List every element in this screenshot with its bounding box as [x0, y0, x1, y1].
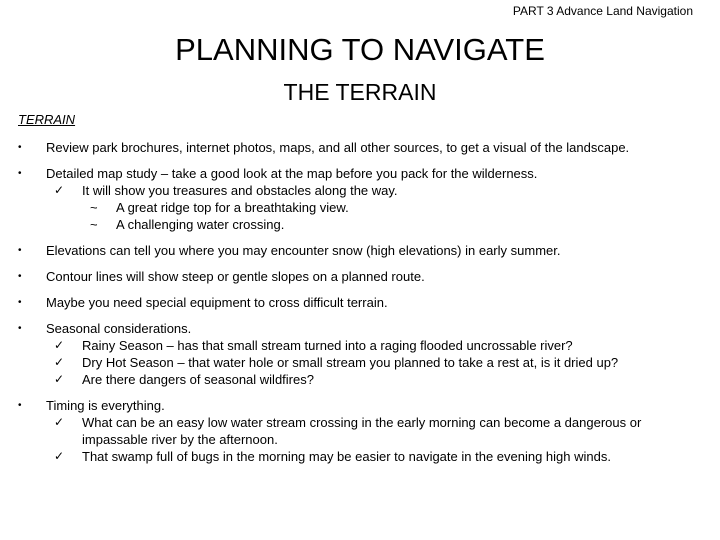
bullet-text: Detailed map study – take a good look at the map before you pack for the wilderness.	[46, 166, 538, 181]
tilde-icon: ~	[90, 200, 98, 215]
check-item	[46, 448, 698, 465]
bullet-icon: •	[18, 168, 22, 179]
sub-text: A challenging water crossing.	[116, 217, 285, 232]
sub-item	[46, 199, 698, 216]
page-title: PLANNING TO NAVIGATE	[175, 32, 545, 67]
check-text: Are there dangers of seasonal wildfires?	[82, 372, 314, 387]
bullet-icon: •	[18, 142, 22, 153]
list-item	[18, 242, 698, 259]
check-item	[46, 354, 698, 371]
check-item	[46, 414, 698, 448]
bullet-text: Timing is everything.	[46, 398, 165, 413]
check-text: Rainy Season – has that small stream turned into a raging flooded uncrossable river?	[82, 338, 573, 353]
bullet-text: Seasonal considerations.	[46, 321, 192, 336]
bullet-list	[18, 139, 698, 474]
bullet-icon: •	[18, 400, 22, 411]
check-text: It will show you treasures and obstacles along the way.	[82, 183, 398, 198]
checkmark-icon: ✓	[54, 415, 65, 429]
list-item	[18, 397, 698, 465]
bullet-text: Maybe you need special equipment to cross difficult terrain.	[46, 295, 388, 310]
list-item	[18, 139, 698, 156]
course-header: PART 3 Advance Land Navigation	[512, 4, 693, 18]
sub-text: A great ridge top for a breathtaking view.	[116, 200, 349, 215]
bullet-icon: •	[18, 323, 22, 334]
list-item	[18, 294, 698, 311]
checkmark-icon: ✓	[54, 355, 65, 369]
checkmark-icon: ✓	[54, 449, 65, 463]
bullet-text: Elevations can tell you where you may encounter snow (high elevations) in early summer.	[46, 243, 561, 258]
bullet-text: Contour lines will show steep or gentle slopes on a planned route.	[46, 269, 425, 284]
check-text: That swamp full of bugs in the morning may be easier to navigate in the evening high winds.	[82, 449, 611, 464]
sub-item	[46, 216, 698, 233]
check-item	[46, 337, 698, 354]
bullet-icon: •	[18, 271, 22, 282]
checkmark-icon: ✓	[54, 372, 65, 386]
tilde-icon: ~	[90, 217, 98, 232]
checkmark-icon: ✓	[54, 183, 65, 197]
bullet-icon: •	[18, 297, 22, 308]
check-text: Dry Hot Season – that water hole or small stream you planned to take a rest at, is it dried up?	[82, 355, 619, 370]
check-text: What can be an easy low water stream crossing in the early morning can become a dangerous or impassable river by the afternoon.	[82, 415, 642, 447]
checkmark-icon: ✓	[54, 338, 65, 352]
bullet-icon: •	[18, 245, 22, 256]
section-label: TERRAIN	[18, 112, 76, 127]
bullet-text: Review park brochures, internet photos, maps, and all other sources, to get a visual of the landscape.	[46, 140, 630, 155]
list-item	[18, 320, 698, 388]
page-subtitle: THE TERRAIN	[283, 79, 437, 105]
list-item	[18, 165, 698, 233]
check-item	[46, 182, 698, 199]
list-item	[18, 268, 698, 285]
check-item	[46, 371, 698, 388]
